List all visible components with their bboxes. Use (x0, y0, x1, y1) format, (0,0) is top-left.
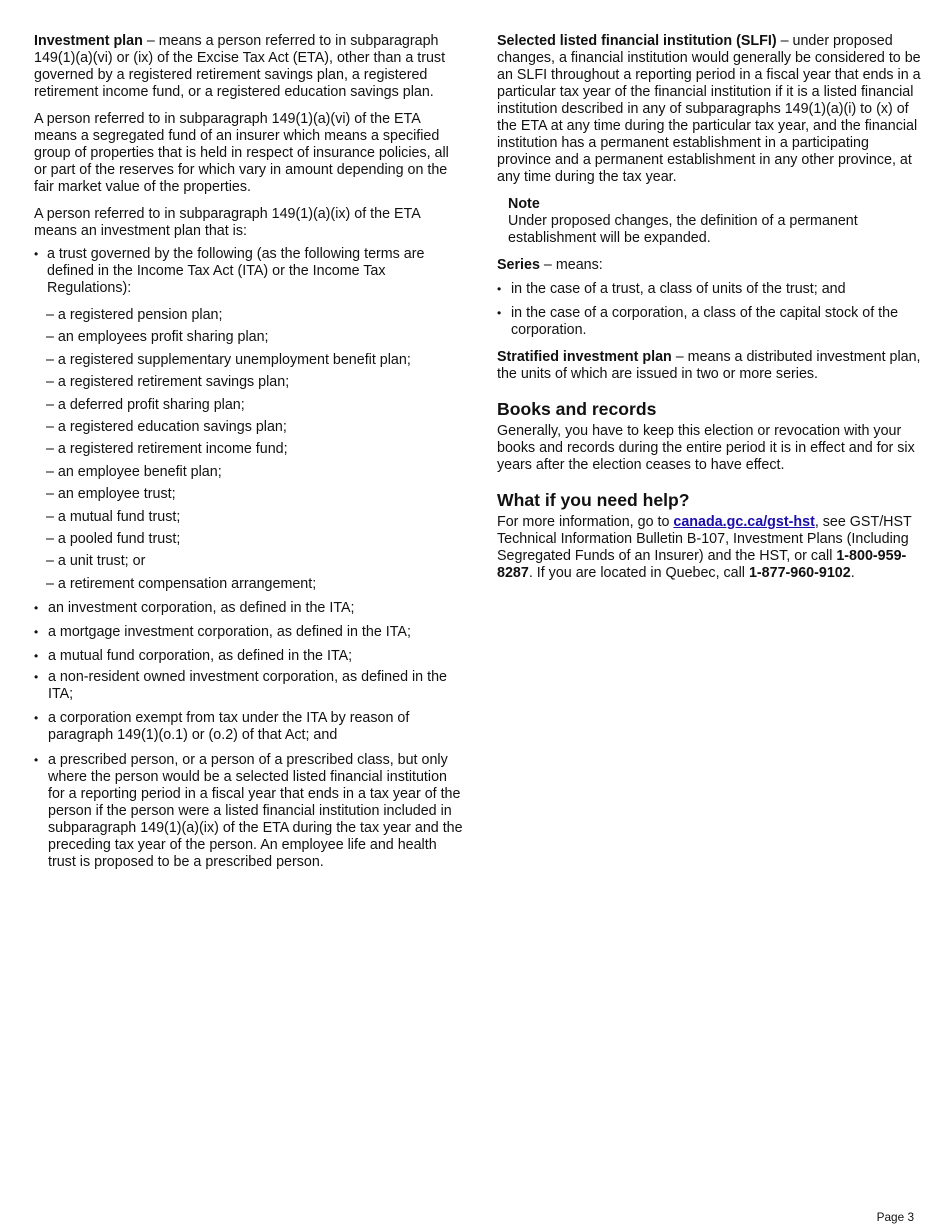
bullet-item: • in the case of a trust, a class of units of the trust; and (497, 281, 922, 298)
sub-item: – a registered retirement income fund; (46, 441, 288, 458)
bullet-item: • a corporation exempt from tax under the ITA by reason of paragraph 149(1)(o.1) or (o.2) of that Act; and (34, 710, 464, 744)
bullet-trust: • a trust governed by the following (as the following terms are defined in the Income Tax Act (ITA) or the Income Tax Regulations): (34, 246, 464, 297)
phone-number-quebec: 1-877-960-9102 (748, 565, 851, 581)
series-definition: Series – means: (497, 257, 603, 273)
term: Investment plan (34, 33, 143, 49)
stratified-definition: Stratified investment plan – means a distributed investment plan, the units of which are issued in two or more series. (497, 349, 921, 382)
term: Selected listed financial institution (SLFI) (497, 33, 777, 49)
sub-item: – a unit trust; or (46, 553, 146, 570)
sub-item: – a registered retirement savings plan; (46, 374, 290, 391)
paragraph-vi: A person referred to in subparagraph 149(1)(a)(vi) of the ETA means a segregated fund of an insurer which means a specified group of properties that is held in respect of insurance policies, all or part of the reserves for which vary in amount depending on the fair market value of the properties. (34, 111, 449, 195)
paragraph-ix: A person referred to in subparagraph 149(1)(a)(ix) of the ETA means an investment plan that is: (34, 206, 420, 239)
sub-item: – a registered education savings plan; (46, 418, 287, 435)
page-number: Page 3 (876, 1210, 914, 1224)
sub-item: – an employee benefit plan; (46, 463, 222, 480)
bullet-item: • a non-resident owned investment corporation, as defined in the ITA; (34, 669, 464, 703)
bullet-item: • a mortgage investment corporation, as defined in the ITA; (34, 624, 464, 641)
sub-item: – a registered pension plan; (46, 307, 223, 323)
sub-item: – a pooled fund trust; (46, 530, 181, 547)
bullet-item: • in the case of a corporation, a class of the capital stock of the corporation. (497, 305, 922, 339)
sub-item: – a deferred profit sharing plan; (46, 396, 245, 413)
help-heading: What if you need help? (497, 490, 690, 510)
sub-item: – an employee trust; (46, 486, 176, 503)
note-text: Under proposed changes, the definition of a permanent establishment will be expanded. (508, 213, 858, 246)
sub-item: – a retirement compensation arrangement; (46, 575, 317, 592)
bullet-item: • a prescribed person, or a person of a prescribed class, but only where the person would be a selected listed financial institution for a reporting period in a fiscal year that ends in a tax year of the person if the person were a listed financial institution included in subparagraph 149(1)(a)(ix) of the ETA during the tax year and the preceding tax year of the person. An employee life and health trust is proposed to be a prescribed person. (34, 752, 464, 871)
investment-plan-definition: Investment plan – means a person referred to in subparagraph 149(1)(a)(vi) or (ix) of the Excise Tax Act (ETA), other than a trust governed by a registered retirement savings plan, a registered retirement income fund, or a registered education savings plan. (34, 33, 446, 100)
sub-item: – an employees profit sharing plan; (46, 329, 269, 346)
term: Stratified investment plan (497, 349, 672, 365)
right-column (497, 33, 922, 592)
bullet-item: • a mutual fund corporation, as defined in the ITA; (34, 648, 464, 665)
sub-item: – a mutual fund trust; (46, 508, 181, 525)
books-text: Generally, you have to keep this election or revocation with your books and records during the entire period it is in effect and for six years after the election ceases to have effect. (497, 423, 915, 473)
books-heading: Books and records (497, 399, 657, 419)
note-box (497, 196, 922, 247)
gst-hst-link[interactable]: canada.gc.ca/gst-hst (673, 514, 815, 530)
help-text: For more information, go to canada.gc.ca/gst-hst, see GST/HST Technical Information Bulletin B-107, Investment Plans (Including Segregated Funds of an Insurer) and the HST, or call 1-800-959-8287. If you are located in Quebec, call 1-877-960-9102. (497, 514, 912, 581)
left-column (34, 33, 464, 878)
note-title: Note (508, 196, 540, 212)
sub-list (34, 307, 464, 593)
slfi-definition: Selected listed financial institution (SLFI) – under proposed changes, a financial institution would generally be considered to be an SLFI throughout a reporting period in a fiscal year that ends in a particular tax year of the financial institution if it is a listed financial institution described in any of subparagraphs 149(1)(a)(i) to (x) of the ETA at any time during the particular tax year, and the financial institution has a permanent establishment in a participating province and a permanent establishment in any other province, at any time during the tax year. (497, 33, 921, 185)
bullet-item: • an investment corporation, as defined in the ITA; (34, 600, 464, 617)
term: Series (497, 257, 540, 273)
phone-number: 1-800-959-8287 (497, 548, 907, 581)
sub-item: – a registered supplementary unemployment benefit plan; (46, 351, 411, 368)
